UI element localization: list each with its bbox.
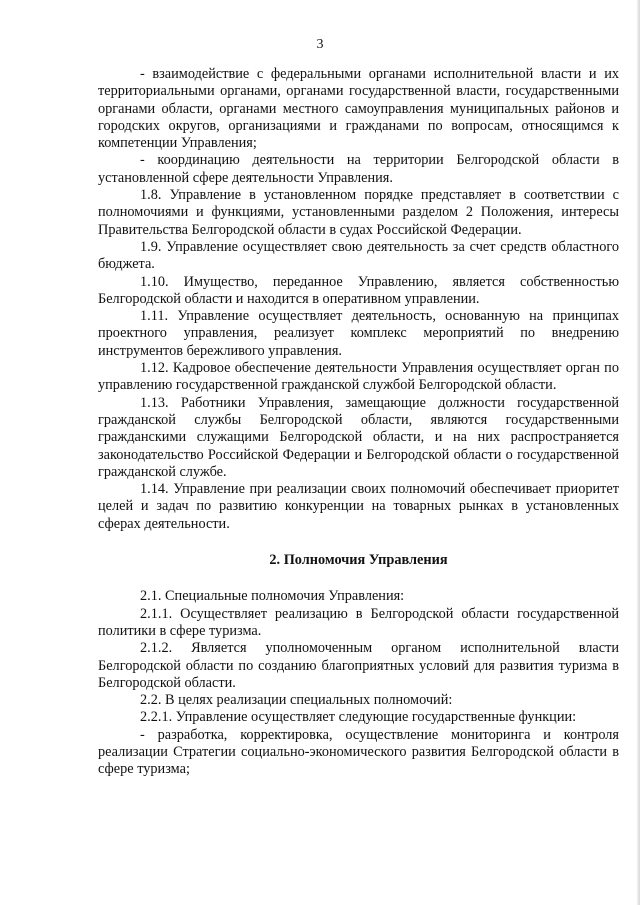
paragraph: 1.10. Имущество, переданное Управлению, является собственностью Белгородской области и находится в оперативном управлении. bbox=[98, 273, 619, 307]
document-body bbox=[98, 66, 619, 779]
paragraph: 2.1.2. Является уполномоченным органом исполнительной власти Белгородской области по созданию благоприятных условий для развития туризма в Белгородской области. bbox=[98, 640, 619, 691]
paragraph: 2.1.1. Осуществляет реализацию в Белгородской области государственной политики в сфере туризма. bbox=[98, 605, 619, 639]
paragraph: 1.14. Управление при реализации своих полномочий обеспечивает приоритет целей и задач по развитию конкуренции на товарных рынках в установленных сферах деятельности. bbox=[98, 481, 619, 532]
paragraph: - взаимодействие с федеральными органами исполнительной власти и их территориальными органами, органами государственной власти, государственными органами области, органами местного самоуправления муниципальных районов и городских округов, организациями и гражданами по вопросам, относящимся к компетенции Управления; bbox=[98, 66, 619, 152]
paragraph: 1.11. Управление осуществляет деятельность, основанную на принципах проектного управления, реализует комплекс мероприятий по внедрению инструментов бережливого управления. bbox=[98, 308, 619, 359]
paragraph: 1.8. Управление в установленном порядке представляет в соответствии с полномочиями и функциями, установленными разделом 2 Положения, интересы Правительства Белгородской области в судах Российской Федерации. bbox=[98, 187, 619, 238]
paragraph: 2.2.1. Управление осуществляет следующие государственные функции: bbox=[140, 709, 577, 726]
paragraph: 1.12. Кадровое обеспечение деятельности Управления осуществляет орган по управлению государственной гражданской службой Белгородской области. bbox=[98, 360, 619, 394]
paragraph: - координацию деятельности на территории Белгородской области в установленной сфере деятельности Управления. bbox=[98, 152, 619, 186]
section-title: 2. Полномочия Управления bbox=[269, 552, 448, 569]
paragraph: 2.2. В целях реализации специальных полномочий: bbox=[140, 692, 453, 709]
paragraph: - разработка, корректировка, осуществление мониторинга и контроля реализации Стратегии социально-экономического развития Белгородской области в сфере туризма; bbox=[98, 726, 619, 778]
paragraph: 2.1. Специальные полномочия Управления: bbox=[140, 588, 405, 605]
page-number: 3 bbox=[316, 37, 324, 52]
paragraph: 1.9. Управление осуществляет свою деятельность за счет средств областного бюджета. bbox=[98, 238, 619, 273]
paragraph: 1.13. Работники Управления, замещающие должности государственной гражданской службы Белгородской области, являются государственными гражданскими служащими Белгородской области, и на них распространяется законодательство Российской Федерации и Белгородской области о государственной гражданской службе. bbox=[98, 394, 619, 480]
